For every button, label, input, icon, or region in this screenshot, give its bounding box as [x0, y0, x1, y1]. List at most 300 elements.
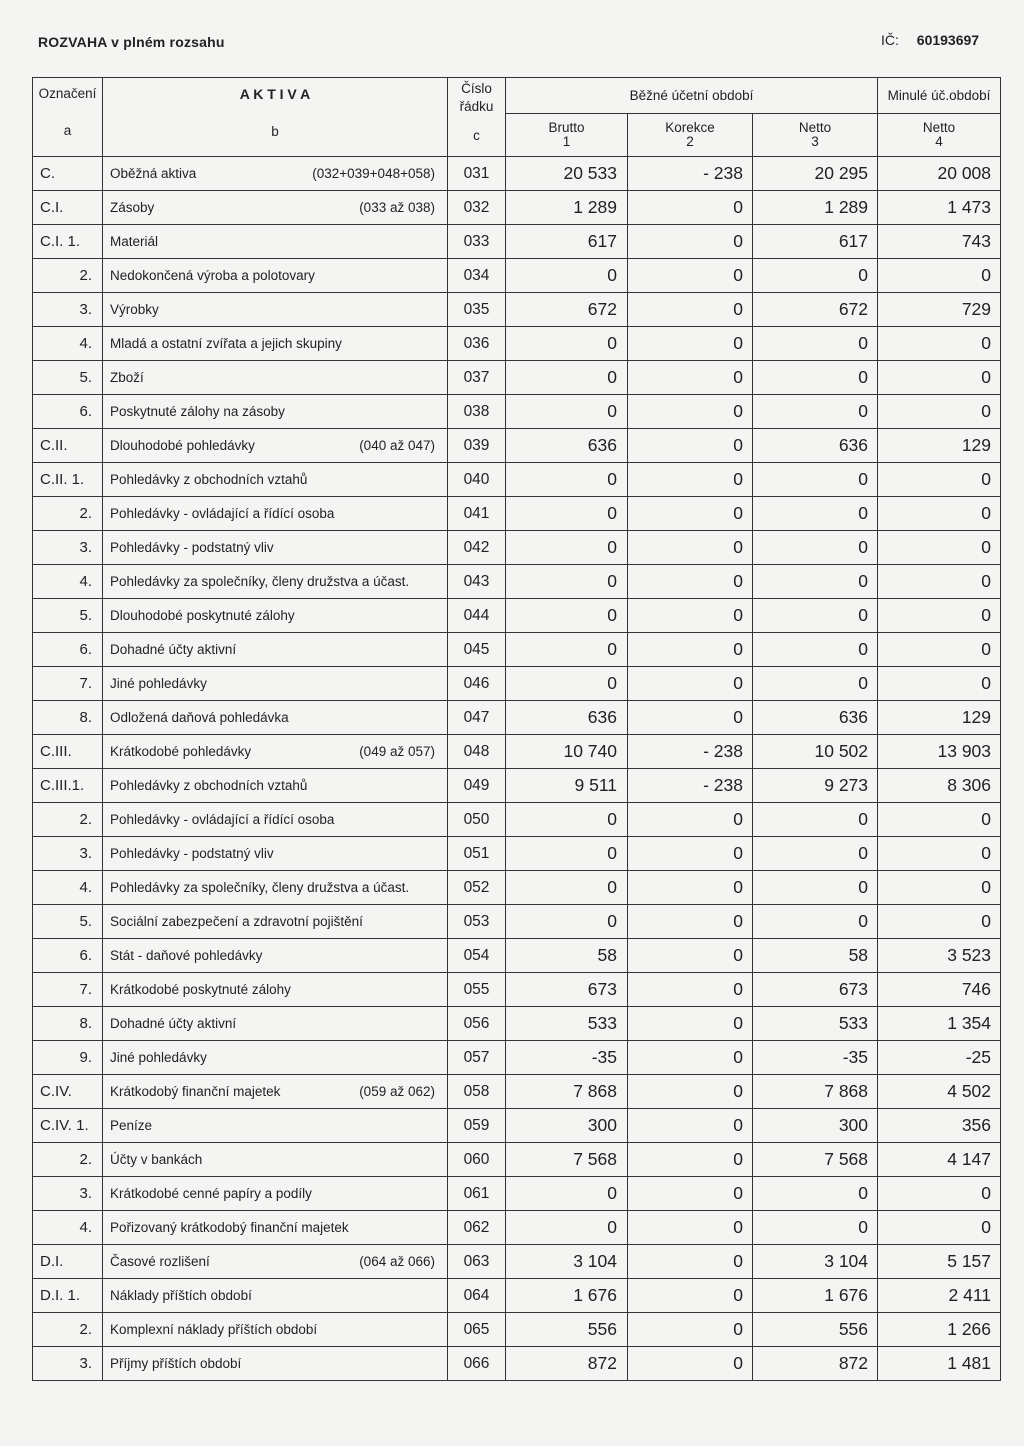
netto-value: 0 — [753, 531, 878, 565]
prev-netto-value: 0 — [878, 395, 1001, 429]
table-row — [33, 837, 1001, 871]
brutto-value: 0 — [506, 463, 628, 497]
korekce-value: 0 — [628, 939, 753, 973]
row-mark: 2. — [33, 803, 103, 837]
row-name: Časové rozlišení — [110, 1254, 210, 1269]
table-row — [33, 1075, 1001, 1109]
row-name-wrap — [110, 1050, 447, 1065]
prev-netto-value: 746 — [878, 973, 1001, 1007]
row-name: Pohledávky - podstatný vliv — [110, 540, 274, 555]
row-mark: C.I. — [33, 191, 103, 225]
netto-value: 0 — [753, 837, 878, 871]
header-aktiva — [103, 78, 448, 157]
netto-value: 0 — [753, 497, 878, 531]
korekce-value: 0 — [628, 259, 753, 293]
row-name-cell — [103, 1075, 448, 1109]
brutto-value: 0 — [506, 667, 628, 701]
table-row — [33, 599, 1001, 633]
header-bezne — [506, 78, 878, 114]
row-name-cell — [103, 1143, 448, 1177]
header-netto — [753, 114, 878, 157]
row-name-cell — [103, 667, 448, 701]
row-name-cell — [103, 565, 448, 599]
korekce-value: 0 — [628, 497, 753, 531]
row-name: Pořizovaný krátkodobý finanční majetek — [110, 1220, 349, 1235]
korekce-value: 0 — [628, 1109, 753, 1143]
row-number: 057 — [448, 1041, 506, 1075]
row-name-wrap — [110, 642, 447, 657]
table-row — [33, 905, 1001, 939]
prev-netto-value: 3 523 — [878, 939, 1001, 973]
row-number: 052 — [448, 871, 506, 905]
prev-netto-value: 5 157 — [878, 1245, 1001, 1279]
korekce-value: 0 — [628, 667, 753, 701]
prev-netto-value: 0 — [878, 259, 1001, 293]
korekce-value: 0 — [628, 701, 753, 735]
row-name-cell — [103, 803, 448, 837]
row-number: 049 — [448, 769, 506, 803]
table-row — [33, 429, 1001, 463]
brutto-value: 0 — [506, 497, 628, 531]
row-name: Pohledávky z obchodních vztahů — [110, 472, 308, 487]
netto-value: 0 — [753, 803, 878, 837]
prev-netto-value: -25 — [878, 1041, 1001, 1075]
netto-value: 0 — [753, 259, 878, 293]
korekce-value: - 238 — [628, 735, 753, 769]
row-name-cell — [103, 1109, 448, 1143]
row-number: 039 — [448, 429, 506, 463]
row-name-wrap — [110, 1084, 447, 1099]
row-name-wrap — [110, 744, 447, 759]
row-number: 046 — [448, 667, 506, 701]
row-name-wrap — [110, 1356, 447, 1371]
row-name-cell — [103, 633, 448, 667]
prev-netto-value: 129 — [878, 429, 1001, 463]
netto-value: 1 676 — [753, 1279, 878, 1313]
row-name: Výrobky — [110, 302, 159, 317]
row-number: 042 — [448, 531, 506, 565]
row-mark: 2. — [33, 1143, 103, 1177]
netto-value: 636 — [753, 701, 878, 735]
header-minule — [878, 78, 1001, 114]
prev-netto-value: 0 — [878, 837, 1001, 871]
row-mark: C.II. 1. — [33, 463, 103, 497]
row-name-wrap — [110, 914, 447, 929]
row-mark: C.IV. — [33, 1075, 103, 1109]
table-row — [33, 769, 1001, 803]
row-mark: 5. — [33, 599, 103, 633]
korekce-value: 0 — [628, 531, 753, 565]
row-name-wrap — [110, 404, 447, 419]
korekce-value: 0 — [628, 905, 753, 939]
row-mark: 6. — [33, 939, 103, 973]
row-mark: 4. — [33, 1211, 103, 1245]
row-name-wrap — [110, 1254, 447, 1269]
row-number: 044 — [448, 599, 506, 633]
row-number: 047 — [448, 701, 506, 735]
row-name-wrap — [110, 710, 447, 725]
row-mark: 5. — [33, 905, 103, 939]
row-name-cell — [103, 905, 448, 939]
brutto-value: 7 568 — [506, 1143, 628, 1177]
row-name-wrap — [110, 506, 447, 521]
row-name-wrap — [110, 676, 447, 691]
row-name-cell — [103, 701, 448, 735]
row-name-wrap — [110, 1016, 447, 1031]
prev-netto-value: 1 354 — [878, 1007, 1001, 1041]
ic-label: IČ: — [881, 32, 899, 48]
table-row — [33, 1143, 1001, 1177]
row-number: 056 — [448, 1007, 506, 1041]
korekce-value: 0 — [628, 191, 753, 225]
prev-netto-value: 0 — [878, 905, 1001, 939]
header-korekce-label: Korekce — [665, 120, 715, 135]
table-row — [33, 259, 1001, 293]
korekce-value: 0 — [628, 463, 753, 497]
korekce-value: 0 — [628, 1313, 753, 1347]
table-row — [33, 1109, 1001, 1143]
row-number: 062 — [448, 1211, 506, 1245]
netto-value: 556 — [753, 1313, 878, 1347]
korekce-value: 0 — [628, 395, 753, 429]
row-name: Dlouhodobé poskytnuté zálohy — [110, 608, 295, 623]
brutto-value: 673 — [506, 973, 628, 1007]
table-row — [33, 497, 1001, 531]
row-mark: C. — [33, 157, 103, 191]
row-name-wrap — [110, 1118, 447, 1133]
prev-netto-value: 20 008 — [878, 157, 1001, 191]
table-row — [33, 1007, 1001, 1041]
netto-value: 0 — [753, 1177, 878, 1211]
korekce-value: - 238 — [628, 769, 753, 803]
balance-sheet-table — [32, 77, 1001, 1381]
table-row — [33, 157, 1001, 191]
brutto-value: 3 104 — [506, 1245, 628, 1279]
brutto-value: 0 — [506, 837, 628, 871]
row-name-wrap — [110, 574, 447, 589]
row-number: 059 — [448, 1109, 506, 1143]
table-row — [33, 395, 1001, 429]
brutto-value: 0 — [506, 871, 628, 905]
row-number: 053 — [448, 905, 506, 939]
prev-netto-value: 0 — [878, 565, 1001, 599]
row-name-cell — [103, 1279, 448, 1313]
netto-value: 0 — [753, 599, 878, 633]
header-aktiva-label: A K T I V A — [239, 86, 311, 102]
table-row — [33, 1041, 1001, 1075]
row-mark: 4. — [33, 565, 103, 599]
row-number: 034 — [448, 259, 506, 293]
netto-value: 7 568 — [753, 1143, 878, 1177]
row-name: Jiné pohledávky — [110, 676, 207, 691]
row-name: Náklady příštích období — [110, 1288, 252, 1303]
brutto-value: 533 — [506, 1007, 628, 1041]
row-name-cell — [103, 973, 448, 1007]
prev-netto-value: 0 — [878, 803, 1001, 837]
brutto-value: 0 — [506, 361, 628, 395]
netto-value: 0 — [753, 327, 878, 361]
brutto-value: 1 676 — [506, 1279, 628, 1313]
row-name-wrap — [110, 948, 447, 963]
table-row — [33, 1177, 1001, 1211]
header-korekce — [628, 114, 753, 157]
netto-value: 0 — [753, 871, 878, 905]
brutto-value: 0 — [506, 565, 628, 599]
table-row — [33, 327, 1001, 361]
row-name: Krátkodobý finanční majetek — [110, 1084, 281, 1099]
row-name-cell — [103, 259, 448, 293]
row-name-cell — [103, 1245, 448, 1279]
row-name-cell — [103, 327, 448, 361]
korekce-value: 0 — [628, 1347, 753, 1381]
row-name-wrap — [110, 370, 447, 385]
row-formula: (033 až 038) — [359, 200, 435, 215]
row-name: Nedokončená výroba a polotovary — [110, 268, 315, 283]
row-name: Poskytnuté zálohy na zásoby — [110, 404, 285, 419]
table-row — [33, 1245, 1001, 1279]
row-name-wrap — [110, 472, 447, 487]
row-number: 043 — [448, 565, 506, 599]
row-number: 032 — [448, 191, 506, 225]
row-mark: 6. — [33, 395, 103, 429]
korekce-value: 0 — [628, 973, 753, 1007]
row-number: 060 — [448, 1143, 506, 1177]
ic-value: 60193697 — [916, 32, 980, 48]
row-mark: 3. — [33, 1347, 103, 1381]
netto-value: 9 273 — [753, 769, 878, 803]
prev-netto-value: 1 473 — [878, 191, 1001, 225]
korekce-value: 0 — [628, 1279, 753, 1313]
korekce-value: 0 — [628, 1007, 753, 1041]
row-name: Komplexní náklady příštích období — [110, 1322, 318, 1337]
header-row-top — [33, 78, 1001, 114]
row-name-cell — [103, 463, 448, 497]
row-name: Pohledávky - ovládající a řídící osoba — [110, 506, 335, 521]
brutto-value: 872 — [506, 1347, 628, 1381]
prev-netto-value: 0 — [878, 327, 1001, 361]
table-row — [33, 973, 1001, 1007]
korekce-value: 0 — [628, 837, 753, 871]
row-name: Dlouhodobé pohledávky — [110, 438, 255, 453]
netto-value: 617 — [753, 225, 878, 259]
netto-value: 0 — [753, 905, 878, 939]
row-name-wrap — [110, 812, 447, 827]
row-name: Mladá a ostatní zvířata a jejich skupiny — [110, 336, 342, 351]
row-name-wrap — [110, 608, 447, 623]
row-name: Zboží — [110, 370, 144, 385]
row-name-wrap — [110, 1322, 447, 1337]
table-row — [33, 361, 1001, 395]
netto-value: 10 502 — [753, 735, 878, 769]
row-name-cell — [103, 191, 448, 225]
row-number: 054 — [448, 939, 506, 973]
row-mark: C.III. — [33, 735, 103, 769]
row-name-wrap — [110, 336, 447, 351]
row-name: Pohledávky za společníky, členy družstva a účast. — [110, 574, 410, 589]
prev-netto-value: 1 481 — [878, 1347, 1001, 1381]
prev-netto-value: 1 266 — [878, 1313, 1001, 1347]
netto-value: 0 — [753, 463, 878, 497]
row-name-wrap — [110, 1186, 447, 1201]
brutto-value: 556 — [506, 1313, 628, 1347]
row-formula: (059 až 062) — [359, 1084, 435, 1099]
row-name-cell — [103, 395, 448, 429]
row-name-wrap — [110, 982, 447, 997]
brutto-value: 0 — [506, 259, 628, 293]
header-netto-prev-label: Netto — [922, 120, 956, 135]
row-mark: 4. — [33, 871, 103, 905]
row-name-cell — [103, 735, 448, 769]
row-mark: 4. — [33, 327, 103, 361]
netto-value: 673 — [753, 973, 878, 1007]
header-aktiva-letter: b — [271, 124, 279, 139]
netto-value: -35 — [753, 1041, 878, 1075]
row-name-cell — [103, 1007, 448, 1041]
korekce-value: 0 — [628, 361, 753, 395]
row-name: Sociální zabezpečení a zdravotní pojištění — [110, 914, 363, 929]
row-name: Peníze — [110, 1118, 153, 1133]
row-mark: C.III.1. — [33, 769, 103, 803]
row-name: Materiál — [110, 234, 159, 249]
prev-netto-value: 0 — [878, 633, 1001, 667]
row-mark: 5. — [33, 361, 103, 395]
row-name-wrap — [110, 438, 447, 453]
netto-value: 872 — [753, 1347, 878, 1381]
row-name-cell — [103, 429, 448, 463]
table-row — [33, 871, 1001, 905]
row-number: 065 — [448, 1313, 506, 1347]
row-formula: (064 až 066) — [359, 1254, 435, 1269]
table-row — [33, 1313, 1001, 1347]
row-number: 041 — [448, 497, 506, 531]
row-name-cell — [103, 293, 448, 327]
netto-value: 672 — [753, 293, 878, 327]
table-row — [33, 1279, 1001, 1313]
header-cislo-letter: c — [473, 128, 480, 143]
row-name-cell — [103, 361, 448, 395]
prev-netto-value: 356 — [878, 1109, 1001, 1143]
header-netto-prev — [878, 114, 1001, 157]
brutto-value: -35 — [506, 1041, 628, 1075]
prev-netto-value: 729 — [878, 293, 1001, 327]
header-radku-label: řádku — [459, 99, 494, 114]
header-netto-label: Netto — [798, 120, 832, 135]
row-name: Stát - daňové pohledávky — [110, 948, 263, 963]
row-number: 050 — [448, 803, 506, 837]
brutto-value: 617 — [506, 225, 628, 259]
korekce-value: 0 — [628, 1177, 753, 1211]
header-brutto-label: Brutto — [548, 120, 585, 135]
row-number: 058 — [448, 1075, 506, 1109]
row-number: 036 — [448, 327, 506, 361]
row-name-cell — [103, 939, 448, 973]
prev-netto-value: 0 — [878, 463, 1001, 497]
row-name-wrap — [110, 1220, 447, 1235]
row-name-cell — [103, 225, 448, 259]
header-oznaceni — [33, 78, 103, 157]
row-name: Pohledávky - podstatný vliv — [110, 846, 274, 861]
table-row — [33, 735, 1001, 769]
brutto-value: 0 — [506, 395, 628, 429]
row-mark: C.I. 1. — [33, 225, 103, 259]
row-name-cell — [103, 157, 448, 191]
row-name-cell — [103, 1177, 448, 1211]
row-name-wrap — [110, 166, 447, 181]
row-number: 045 — [448, 633, 506, 667]
brutto-value: 0 — [506, 1177, 628, 1211]
korekce-value: 0 — [628, 429, 753, 463]
row-name: Dohadné účty aktivní — [110, 1016, 237, 1031]
table-row — [33, 531, 1001, 565]
row-name: Krátkodobé cenné papíry a podíly — [110, 1186, 312, 1201]
row-number: 066 — [448, 1347, 506, 1381]
row-number: 063 — [448, 1245, 506, 1279]
korekce-value: 0 — [628, 1143, 753, 1177]
table-row — [33, 701, 1001, 735]
korekce-value: - 238 — [628, 157, 753, 191]
prev-netto-value: 0 — [878, 1177, 1001, 1211]
table-row — [33, 633, 1001, 667]
header-oznaceni-letter: a — [63, 123, 72, 138]
prev-netto-value: 8 306 — [878, 769, 1001, 803]
row-number: 033 — [448, 225, 506, 259]
table-row — [33, 667, 1001, 701]
row-name: Jiné pohledávky — [110, 1050, 207, 1065]
row-name-wrap — [110, 1288, 447, 1303]
row-name-wrap — [110, 846, 447, 861]
table-row — [33, 939, 1001, 973]
table-row — [33, 225, 1001, 259]
row-name: Odložená daňová pohledávka — [110, 710, 289, 725]
header-netto-prev-num: 4 — [935, 134, 943, 149]
document-title: ROZVAHA v plném rozsahu — [38, 34, 225, 50]
table-row — [33, 1211, 1001, 1245]
brutto-value: 58 — [506, 939, 628, 973]
table-row — [33, 463, 1001, 497]
netto-value: 636 — [753, 429, 878, 463]
table-row — [33, 565, 1001, 599]
row-formula: (032+039+048+058) — [312, 166, 435, 181]
header-oznaceni-label: Označení — [38, 86, 97, 101]
netto-value: 0 — [753, 395, 878, 429]
prev-netto-value: 743 — [878, 225, 1001, 259]
row-mark: 7. — [33, 973, 103, 1007]
row-name: Účty v bankách — [110, 1152, 203, 1167]
brutto-value: 0 — [506, 905, 628, 939]
row-name-wrap — [110, 880, 447, 895]
prev-netto-value: 0 — [878, 871, 1001, 905]
row-name-cell — [103, 1211, 448, 1245]
row-mark: 2. — [33, 1313, 103, 1347]
header-netto-num: 3 — [811, 134, 819, 149]
row-name-cell — [103, 531, 448, 565]
row-name: Oběžná aktiva — [110, 166, 197, 181]
prev-netto-value: 13 903 — [878, 735, 1001, 769]
row-mark: C.II. — [33, 429, 103, 463]
korekce-value: 0 — [628, 803, 753, 837]
netto-value: 0 — [753, 361, 878, 395]
korekce-value: 0 — [628, 565, 753, 599]
table-row — [33, 191, 1001, 225]
row-name: Pohledávky - ovládající a řídící osoba — [110, 812, 335, 827]
row-number: 051 — [448, 837, 506, 871]
row-mark: 2. — [33, 259, 103, 293]
row-name-wrap — [110, 200, 447, 215]
header-korekce-num: 2 — [686, 134, 694, 149]
header-bezne-label: Běžné účetní období — [629, 88, 754, 103]
prev-netto-value: 0 — [878, 531, 1001, 565]
netto-value: 58 — [753, 939, 878, 973]
